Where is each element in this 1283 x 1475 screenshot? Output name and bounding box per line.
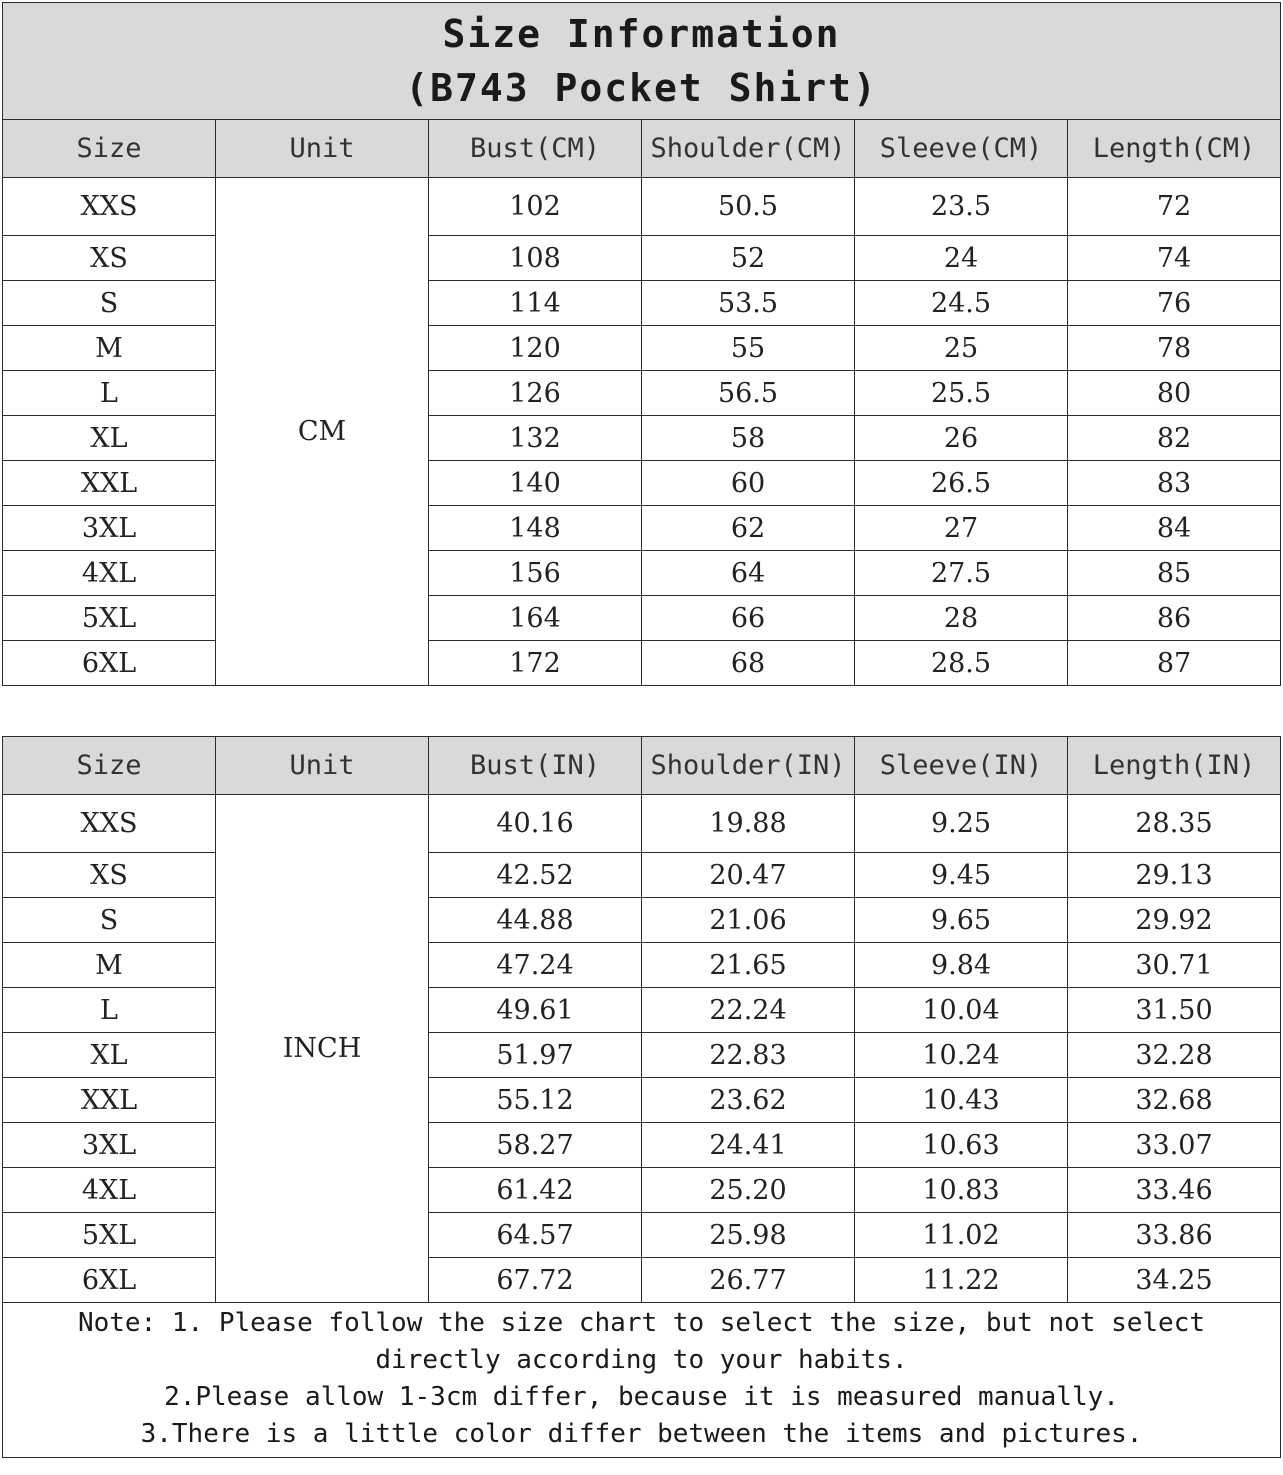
cm-size-table bbox=[2, 2, 1281, 686]
cm-cell-length: 83 bbox=[1068, 461, 1281, 506]
cm-cell-size: 4XL bbox=[3, 551, 216, 596]
cm-cell-shoulder: 52 bbox=[642, 236, 855, 281]
cm-cell-bust: 108 bbox=[429, 236, 642, 281]
cm-cell-length: 72 bbox=[1068, 178, 1281, 236]
cm-cell-length: 85 bbox=[1068, 551, 1281, 596]
inch-cell-bust: 42.52 bbox=[429, 853, 642, 898]
cm-cell-length: 76 bbox=[1068, 281, 1281, 326]
inch-cell-bust: 49.61 bbox=[429, 988, 642, 1033]
note-line-4: 3.There is a little color differ between the items and pictures. bbox=[140, 1419, 1143, 1449]
header-sleeve: Sleeve(IN) bbox=[855, 737, 1068, 795]
header-size: Size bbox=[3, 120, 216, 178]
cm-cell-shoulder: 66 bbox=[642, 596, 855, 641]
inch-cell-length: 32.28 bbox=[1068, 1033, 1281, 1078]
cm-cell-sleeve: 28 bbox=[855, 596, 1068, 641]
inch-cell-size: XXL bbox=[3, 1078, 216, 1123]
inch-cell-sleeve: 9.45 bbox=[855, 853, 1068, 898]
cm-cell-length: 82 bbox=[1068, 416, 1281, 461]
inch-cell-size: 6XL bbox=[3, 1258, 216, 1303]
inch-cell-size: L bbox=[3, 988, 216, 1033]
note-line-3: 2.Please allow 1-3cm differ, because it is measured manually. bbox=[164, 1382, 1119, 1412]
cm-cell-size: M bbox=[3, 326, 216, 371]
cm-cell-shoulder: 60 bbox=[642, 461, 855, 506]
cm-cell-size: XXS bbox=[3, 178, 216, 236]
cm-cell-shoulder: 55 bbox=[642, 326, 855, 371]
cm-table-row bbox=[3, 236, 1281, 281]
header-bust: Bust(CM) bbox=[429, 120, 642, 178]
cm-cell-size: 6XL bbox=[3, 641, 216, 686]
inch-cell-size: 3XL bbox=[3, 1123, 216, 1168]
inch-table-row bbox=[3, 795, 1281, 853]
cm-cell-bust: 164 bbox=[429, 596, 642, 641]
cm-cell-bust: 148 bbox=[429, 506, 642, 551]
cm-cell-shoulder: 64 bbox=[642, 551, 855, 596]
cm-cell-sleeve: 27.5 bbox=[855, 551, 1068, 596]
inch-cell-shoulder: 25.20 bbox=[642, 1168, 855, 1213]
inch-table-row bbox=[3, 898, 1281, 943]
inch-cell-sleeve: 10.04 bbox=[855, 988, 1068, 1033]
inch-cell-length: 32.68 bbox=[1068, 1078, 1281, 1123]
inch-cell-sleeve: 11.22 bbox=[855, 1258, 1068, 1303]
cm-cell-sleeve: 26 bbox=[855, 416, 1068, 461]
inch-cell-shoulder: 22.83 bbox=[642, 1033, 855, 1078]
inch-cell-bust: 55.12 bbox=[429, 1078, 642, 1123]
title-line-1: Size Information bbox=[442, 12, 841, 56]
cm-cell-size: 5XL bbox=[3, 596, 216, 641]
inch-cell-length: 33.86 bbox=[1068, 1213, 1281, 1258]
inch-cell-bust: 51.97 bbox=[429, 1033, 642, 1078]
inch-table-row bbox=[3, 988, 1281, 1033]
inch-cell-shoulder: 22.24 bbox=[642, 988, 855, 1033]
inch-cell-sleeve: 10.83 bbox=[855, 1168, 1068, 1213]
header-shoulder: Shoulder(CM) bbox=[642, 120, 855, 178]
cm-cell-length: 80 bbox=[1068, 371, 1281, 416]
inch-table-row bbox=[3, 1213, 1281, 1258]
inch-cell-size: S bbox=[3, 898, 216, 943]
inch-cell-shoulder: 24.41 bbox=[642, 1123, 855, 1168]
chart-title bbox=[3, 3, 1281, 120]
cm-cell-sleeve: 28.5 bbox=[855, 641, 1068, 686]
cm-cell-shoulder: 68 bbox=[642, 641, 855, 686]
cm-cell-shoulder: 56.5 bbox=[642, 371, 855, 416]
inch-unit-cell: INCH bbox=[216, 795, 429, 1303]
cm-cell-sleeve: 24.5 bbox=[855, 281, 1068, 326]
header-sleeve: Sleeve(CM) bbox=[855, 120, 1068, 178]
inch-cell-sleeve: 10.43 bbox=[855, 1078, 1068, 1123]
size-chart-sheet bbox=[2, 2, 1280, 1458]
inch-cell-sleeve: 9.25 bbox=[855, 795, 1068, 853]
inch-table-row bbox=[3, 853, 1281, 898]
cm-cell-length: 84 bbox=[1068, 506, 1281, 551]
note-line-1: Note: 1. Please follow the size chart to select the size, but not select bbox=[77, 1308, 1206, 1338]
inch-table-row bbox=[3, 1123, 1281, 1168]
cm-cell-bust: 120 bbox=[429, 326, 642, 371]
inch-table-row bbox=[3, 943, 1281, 988]
cm-cell-sleeve: 27 bbox=[855, 506, 1068, 551]
cm-cell-length: 87 bbox=[1068, 641, 1281, 686]
cm-header-row bbox=[3, 120, 1281, 178]
note-line-2: directly according to your habits. bbox=[375, 1345, 908, 1375]
cm-cell-bust: 156 bbox=[429, 551, 642, 596]
cm-cell-length: 86 bbox=[1068, 596, 1281, 641]
cm-cell-bust: 132 bbox=[429, 416, 642, 461]
cm-cell-bust: 102 bbox=[429, 178, 642, 236]
cm-cell-size: 3XL bbox=[3, 506, 216, 551]
inch-cell-size: XL bbox=[3, 1033, 216, 1078]
inch-cell-size: XS bbox=[3, 853, 216, 898]
cm-cell-shoulder: 50.5 bbox=[642, 178, 855, 236]
cm-cell-sleeve: 25.5 bbox=[855, 371, 1068, 416]
cm-cell-shoulder: 58 bbox=[642, 416, 855, 461]
table-gap bbox=[2, 686, 1280, 736]
cm-cell-sleeve: 24 bbox=[855, 236, 1068, 281]
inch-cell-shoulder: 20.47 bbox=[642, 853, 855, 898]
cm-cell-bust: 114 bbox=[429, 281, 642, 326]
header-shoulder: Shoulder(IN) bbox=[642, 737, 855, 795]
cm-cell-bust: 126 bbox=[429, 371, 642, 416]
cm-cell-bust: 140 bbox=[429, 461, 642, 506]
cm-cell-length: 74 bbox=[1068, 236, 1281, 281]
inch-cell-bust: 40.16 bbox=[429, 795, 642, 853]
inch-cell-bust: 64.57 bbox=[429, 1213, 642, 1258]
inch-cell-length: 28.35 bbox=[1068, 795, 1281, 853]
inch-cell-length: 34.25 bbox=[1068, 1258, 1281, 1303]
inch-cell-size: M bbox=[3, 943, 216, 988]
inch-header-row bbox=[3, 737, 1281, 795]
header-unit: Unit bbox=[216, 737, 429, 795]
cm-unit-cell: CM bbox=[216, 178, 429, 686]
header-unit: Unit bbox=[216, 120, 429, 178]
cm-cell-sleeve: 26.5 bbox=[855, 461, 1068, 506]
cm-cell-size: XS bbox=[3, 236, 216, 281]
inch-cell-length: 29.92 bbox=[1068, 898, 1281, 943]
cm-table-row bbox=[3, 178, 1281, 236]
inch-cell-bust: 44.88 bbox=[429, 898, 642, 943]
cm-table-row bbox=[3, 641, 1281, 686]
cm-cell-size: XL bbox=[3, 416, 216, 461]
inch-cell-sleeve: 9.65 bbox=[855, 898, 1068, 943]
cm-cell-length: 78 bbox=[1068, 326, 1281, 371]
inch-cell-length: 33.46 bbox=[1068, 1168, 1281, 1213]
cm-cell-shoulder: 53.5 bbox=[642, 281, 855, 326]
header-length: Length(IN) bbox=[1068, 737, 1281, 795]
cm-cell-bust: 172 bbox=[429, 641, 642, 686]
header-bust: Bust(IN) bbox=[429, 737, 642, 795]
inch-cell-shoulder: 21.06 bbox=[642, 898, 855, 943]
notes-block bbox=[3, 1303, 1281, 1458]
inch-table-row bbox=[3, 1078, 1281, 1123]
inch-cell-size: 5XL bbox=[3, 1213, 216, 1258]
inch-cell-sleeve: 10.24 bbox=[855, 1033, 1068, 1078]
header-size: Size bbox=[3, 737, 216, 795]
cm-table-row bbox=[3, 326, 1281, 371]
inch-cell-sleeve: 11.02 bbox=[855, 1213, 1068, 1258]
inch-cell-sleeve: 10.63 bbox=[855, 1123, 1068, 1168]
inch-cell-size: XXS bbox=[3, 795, 216, 853]
inch-size-table bbox=[2, 736, 1281, 1458]
inch-cell-length: 30.71 bbox=[1068, 943, 1281, 988]
title-line-2: (B743 Pocket Shirt) bbox=[405, 66, 878, 110]
inch-cell-length: 29.13 bbox=[1068, 853, 1281, 898]
header-length: Length(CM) bbox=[1068, 120, 1281, 178]
cm-cell-sleeve: 23.5 bbox=[855, 178, 1068, 236]
inch-cell-shoulder: 25.98 bbox=[642, 1213, 855, 1258]
inch-cell-shoulder: 19.88 bbox=[642, 795, 855, 853]
inch-cell-bust: 58.27 bbox=[429, 1123, 642, 1168]
inch-cell-bust: 67.72 bbox=[429, 1258, 642, 1303]
inch-cell-bust: 61.42 bbox=[429, 1168, 642, 1213]
inch-cell-length: 33.07 bbox=[1068, 1123, 1281, 1168]
inch-cell-shoulder: 23.62 bbox=[642, 1078, 855, 1123]
inch-cell-length: 31.50 bbox=[1068, 988, 1281, 1033]
inch-cell-sleeve: 9.84 bbox=[855, 943, 1068, 988]
inch-cell-size: 4XL bbox=[3, 1168, 216, 1213]
inch-cell-bust: 47.24 bbox=[429, 943, 642, 988]
cm-table-row bbox=[3, 596, 1281, 641]
cm-table-row bbox=[3, 281, 1281, 326]
cm-table-row bbox=[3, 416, 1281, 461]
cm-table-row bbox=[3, 461, 1281, 506]
cm-cell-sleeve: 25 bbox=[855, 326, 1068, 371]
inch-table-row bbox=[3, 1033, 1281, 1078]
cm-table-row bbox=[3, 506, 1281, 551]
cm-cell-size: XXL bbox=[3, 461, 216, 506]
cm-cell-shoulder: 62 bbox=[642, 506, 855, 551]
cm-table-row bbox=[3, 371, 1281, 416]
inch-cell-shoulder: 21.65 bbox=[642, 943, 855, 988]
inch-table-row bbox=[3, 1258, 1281, 1303]
inch-cell-shoulder: 26.77 bbox=[642, 1258, 855, 1303]
cm-cell-size: S bbox=[3, 281, 216, 326]
cm-table-row bbox=[3, 551, 1281, 596]
inch-table-row bbox=[3, 1168, 1281, 1213]
cm-cell-size: L bbox=[3, 371, 216, 416]
